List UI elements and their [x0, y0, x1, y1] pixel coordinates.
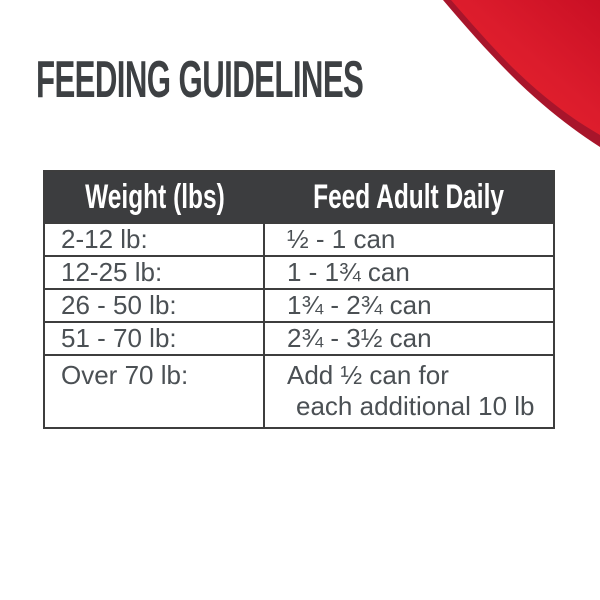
header-label-weight: Weight (lbs) — [85, 177, 225, 216]
weight-cell: 51 - 70 lb: — [45, 323, 265, 354]
table-row — [45, 354, 553, 427]
page-title: FEEDING GUIDELINES — [36, 51, 364, 109]
feed-cell-line2: each additional 10 lb — [296, 391, 535, 421]
table-header-row — [45, 172, 553, 222]
feeding-guidelines-table — [43, 170, 555, 429]
feed-cell: 2¾ - 3½ can — [287, 323, 432, 353]
feed-cell-line1: Add ½ can for — [287, 360, 449, 390]
header-label-feed: Feed Adult Daily — [313, 177, 505, 216]
header-cell-weight — [45, 172, 265, 222]
table-row — [45, 255, 553, 288]
weight-cell: 2-12 lb: — [45, 224, 265, 255]
weight-cell: Over 70 lb: — [45, 356, 265, 427]
table-row — [45, 288, 553, 321]
weight-cell: 12-25 lb: — [45, 257, 265, 288]
feed-cell: 1¾ - 2¾ can — [287, 290, 432, 320]
table-row — [45, 222, 553, 255]
weight-cell: 26 - 50 lb: — [45, 290, 265, 321]
feed-cell: ½ - 1 can — [287, 224, 396, 254]
header-cell-feed — [265, 172, 553, 222]
feed-cell — [265, 356, 553, 427]
feed-cell: 1 - 1¾ can — [287, 257, 410, 287]
table-row — [45, 321, 553, 354]
